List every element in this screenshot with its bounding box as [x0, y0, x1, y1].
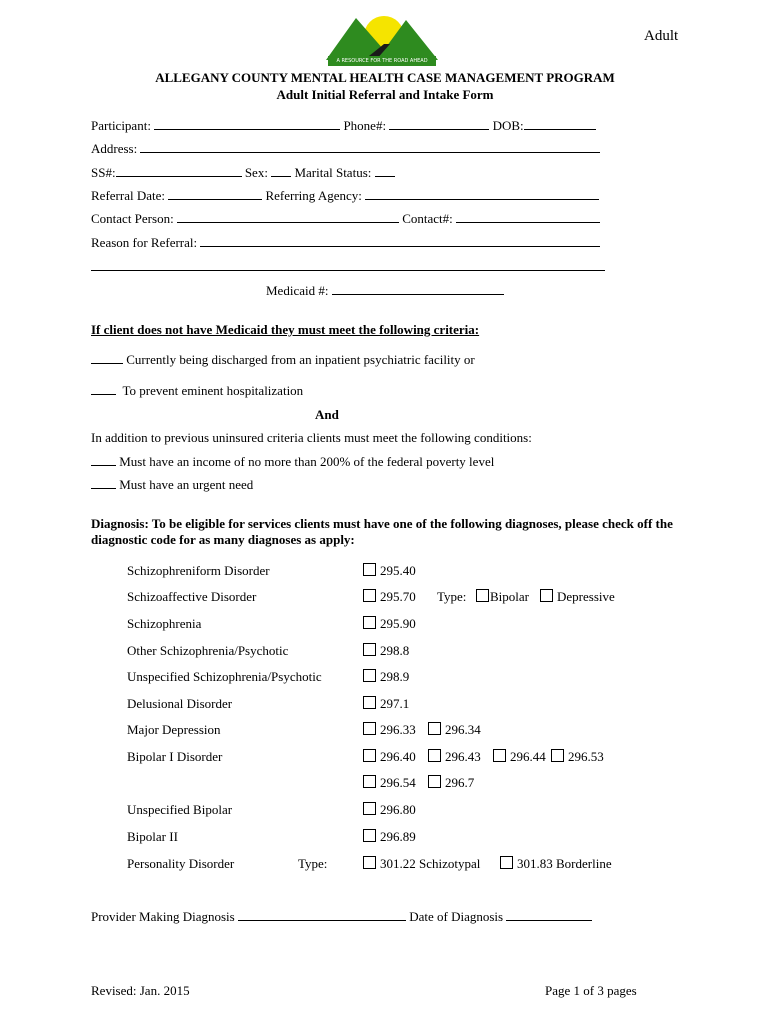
diagnosis-code: 296.40	[380, 749, 416, 764]
discharge-check-field[interactable]	[91, 352, 123, 364]
diagnosis-code-option[interactable]	[363, 802, 416, 818]
urgent-check-field[interactable]	[91, 477, 116, 489]
diagnosis-code: 295.70	[380, 589, 416, 604]
type-option-label: Bipolar	[490, 589, 529, 604]
checkbox[interactable]	[428, 749, 441, 762]
checkbox[interactable]	[363, 775, 376, 788]
type-option-depressive[interactable]	[540, 589, 615, 605]
income-check-field[interactable]	[91, 454, 116, 466]
diagnosis-code: 296.44	[510, 749, 546, 764]
form-version-label: Adult	[644, 28, 679, 44]
checkbox[interactable]	[363, 669, 376, 682]
diagnosis-name: Schizoaffective Disorder	[127, 589, 257, 604]
diagnosis-code-option[interactable]	[363, 722, 416, 738]
diagnosis-name: Delusional Disorder	[127, 696, 233, 711]
phone-field[interactable]	[389, 118, 489, 130]
reason-field[interactable]	[200, 235, 600, 247]
diagnosis-code-option[interactable]	[363, 669, 409, 685]
diagnosis-date-label: Date of Diagnosis	[409, 909, 504, 924]
referring-agency-field[interactable]	[365, 188, 599, 200]
schizoaffective-type-label: Type:	[437, 589, 467, 604]
checkbox[interactable]	[363, 802, 376, 815]
logo-banner-text: A RESOURCE FOR THE ROAD AHEAD	[336, 58, 428, 64]
page-number: Page 1 of 3 pages	[545, 983, 637, 998]
hospitalization-text: To prevent eminent hospitalization	[122, 383, 304, 398]
diagnosis-date-field[interactable]	[506, 909, 592, 921]
provider-row	[91, 909, 592, 925]
diagnosis-name: Unspecified Schizophrenia/Psychotic	[127, 669, 322, 684]
criteria-option-hospitalization	[91, 383, 303, 399]
hospitalization-check-field[interactable]	[91, 383, 116, 395]
reason-row	[91, 235, 600, 251]
and-label: And	[315, 407, 339, 422]
diagnosis-code: 295.90	[380, 616, 416, 631]
criteria-heading: If client does not have Medicaid they must meet the following criteria:	[91, 322, 480, 337]
checkbox[interactable]	[428, 775, 441, 788]
type-option-bipolar[interactable]	[476, 589, 529, 605]
dob-field[interactable]	[524, 118, 596, 130]
diagnosis-code: 296.7	[445, 775, 475, 790]
reason-label: Reason for Referral:	[91, 235, 198, 250]
medicaid-row	[266, 283, 504, 299]
diagnosis-code: 301.83 Borderline	[517, 856, 612, 871]
diagnosis-code-option[interactable]	[363, 856, 480, 872]
referral-date-row	[91, 188, 599, 204]
address-field[interactable]	[140, 141, 600, 153]
contact-number-field[interactable]	[456, 211, 600, 223]
referral-date-field[interactable]	[168, 188, 262, 200]
checkbox[interactable]	[363, 856, 376, 869]
diagnosis-code-option[interactable]	[428, 722, 481, 738]
checkbox[interactable]	[476, 589, 489, 602]
diagnosis-name: Unspecified Bipolar	[127, 802, 233, 817]
diagnosis-code-option[interactable]	[363, 829, 416, 845]
provider-field[interactable]	[238, 909, 406, 921]
participant-field[interactable]	[154, 118, 340, 130]
diagnosis-code-option[interactable]	[363, 589, 416, 605]
income-text: Must have an income of no more than 200% of the federal poverty level	[119, 454, 495, 469]
condition-income	[91, 454, 494, 470]
type-option-label: Depressive	[557, 589, 615, 604]
diagnosis-code: 296.33	[380, 722, 416, 737]
marital-status-field[interactable]	[375, 165, 395, 177]
checkbox[interactable]	[551, 749, 564, 762]
diagnosis-code: 301.22 Schizotypal	[380, 856, 481, 871]
referral-date-label: Referral Date:	[91, 188, 165, 203]
diagnosis-code-option[interactable]	[363, 643, 409, 659]
program-logo	[326, 14, 438, 66]
checkbox[interactable]	[363, 696, 376, 709]
diagnosis-code: 296.54	[380, 775, 416, 790]
contact-person-field[interactable]	[177, 211, 399, 223]
diagnosis-name: Personality Disorder	[127, 856, 235, 871]
diagnosis-code-option[interactable]	[500, 856, 612, 872]
diagnosis-code-option[interactable]	[363, 616, 416, 632]
diagnosis-code-option[interactable]	[363, 563, 416, 579]
diagnosis-code: 296.53	[568, 749, 604, 764]
marital-status-label: Marital Status:	[294, 165, 372, 180]
diagnosis-code-option[interactable]	[428, 749, 481, 765]
diagnosis-code: 296.34	[445, 722, 481, 737]
diagnosis-code: 295.40	[380, 563, 416, 578]
checkbox[interactable]	[363, 563, 376, 576]
diagnosis-code-option[interactable]	[428, 775, 474, 791]
ss-label: SS#:	[91, 165, 116, 180]
sex-field[interactable]	[271, 165, 291, 177]
checkbox[interactable]	[363, 643, 376, 656]
participant-label: Participant:	[91, 118, 151, 133]
diagnosis-name: Major Depression	[127, 722, 221, 737]
diagnosis-heading: Diagnosis: To be eligible for services clients must have one of the following diagnoses, please check off the diagnostic code for as many diagnoses as apply:	[91, 516, 673, 547]
form-title: ALLEGANY COUNTY MENTAL HEALTH CASE MANAGEMENT PROGRAM	[155, 70, 615, 85]
diagnosis-code-option[interactable]	[363, 775, 416, 791]
ss-field[interactable]	[116, 165, 242, 177]
checkbox[interactable]	[500, 856, 513, 869]
checkbox[interactable]	[540, 589, 553, 602]
address-row	[91, 141, 600, 157]
medicaid-field[interactable]	[332, 283, 504, 295]
provider-label: Provider Making Diagnosis	[91, 909, 235, 924]
diagnosis-code: 298.8	[380, 643, 410, 658]
form-subtitle: Adult Initial Referral and Intake Form	[276, 87, 494, 102]
checkbox[interactable]	[428, 722, 441, 735]
condition-urgent	[91, 477, 253, 493]
contact-number-label: Contact#:	[402, 211, 453, 226]
diagnosis-code: 296.80	[380, 802, 416, 817]
diagnosis-name: Schizophrenia	[127, 616, 202, 631]
referring-agency-label: Referring Agency:	[265, 188, 362, 203]
diagnosis-name: Schizophreniform Disorder	[127, 563, 270, 578]
checkbox[interactable]	[363, 589, 376, 602]
diagnosis-name: Bipolar I Disorder	[127, 749, 223, 764]
diagnosis-name: Other Schizophrenia/Psychotic	[127, 643, 289, 658]
personality-type-label: Type:	[298, 856, 328, 871]
conditions-intro: In addition to previous uninsured criteria clients must meet the following conditions:	[91, 430, 532, 445]
diagnosis-code-option[interactable]	[551, 749, 604, 765]
sex-label: Sex:	[244, 165, 268, 180]
checkbox[interactable]	[363, 616, 376, 629]
reason-field-continued[interactable]	[91, 259, 605, 271]
diagnosis-code: 296.89	[380, 829, 416, 844]
checkbox[interactable]	[493, 749, 506, 762]
dob-label: DOB:	[492, 118, 524, 133]
diagnosis-code: 298.9	[380, 669, 410, 684]
participant-row	[91, 118, 596, 134]
ss-row	[91, 165, 395, 181]
checkbox[interactable]	[363, 749, 376, 762]
urgent-text: Must have an urgent need	[119, 477, 254, 492]
diagnosis-code: 296.43	[445, 749, 481, 764]
contact-person-label: Contact Person:	[91, 211, 174, 226]
diagnosis-code-option[interactable]	[363, 749, 416, 765]
diagnosis-code-option[interactable]	[363, 696, 409, 712]
revised-date: Revised: Jan. 2015	[91, 983, 190, 998]
criteria-option-discharge	[91, 352, 475, 368]
discharge-text: Currently being discharged from an inpatient psychiatric facility or	[126, 352, 475, 367]
diagnosis-code-option[interactable]	[493, 749, 546, 765]
checkbox[interactable]	[363, 829, 376, 842]
checkbox[interactable]	[363, 722, 376, 735]
phone-label: Phone#:	[343, 118, 387, 133]
contact-row	[91, 211, 600, 227]
diagnosis-code: 297.1	[380, 696, 410, 711]
medicaid-label: Medicaid #:	[266, 283, 329, 298]
address-label: Address:	[91, 141, 138, 156]
diagnosis-name: Bipolar II	[127, 829, 178, 844]
